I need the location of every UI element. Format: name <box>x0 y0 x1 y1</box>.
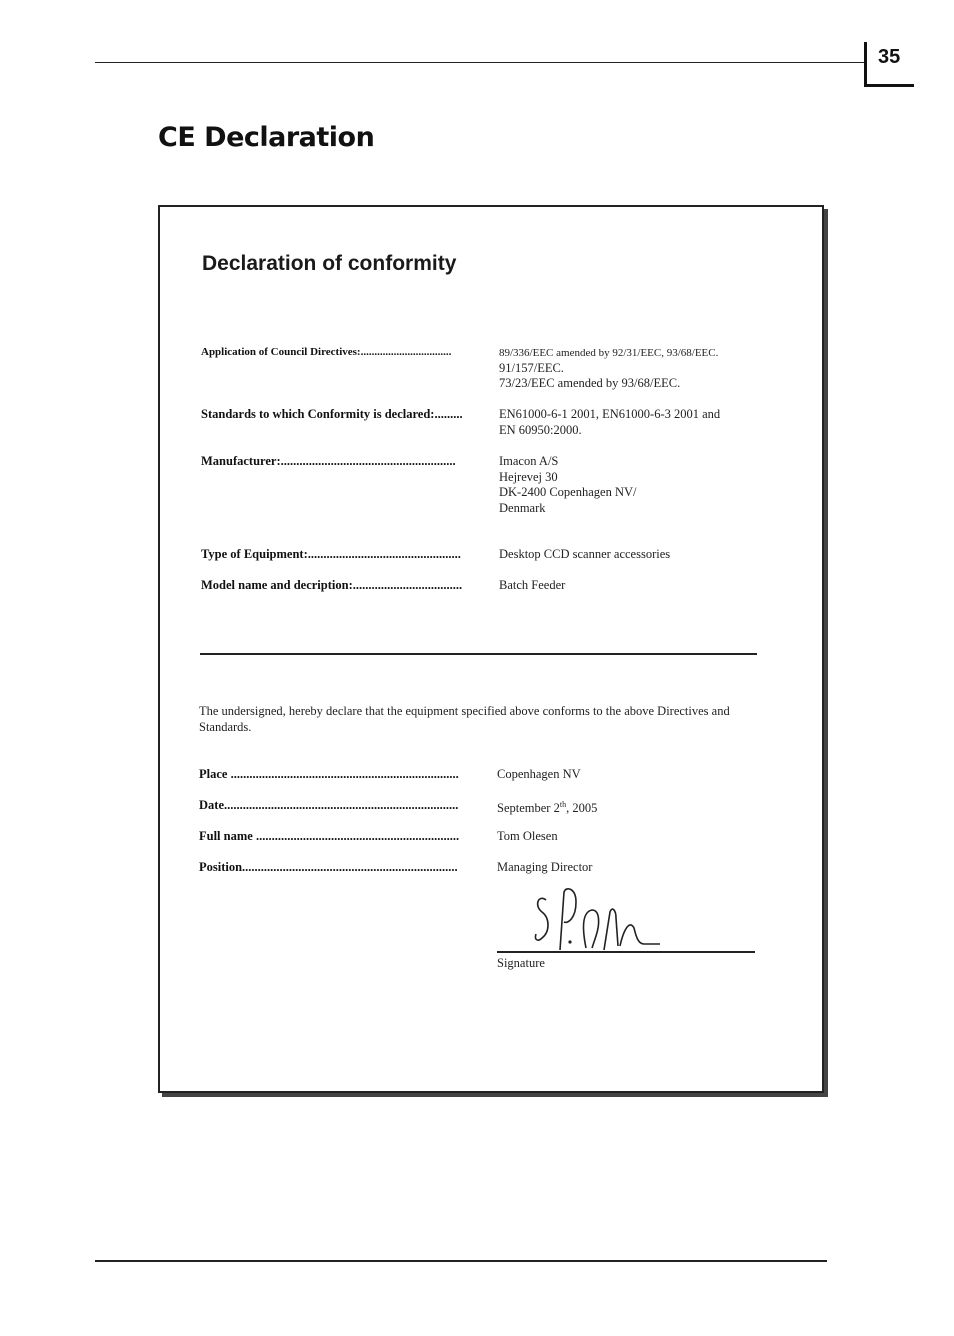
field-value-line: Batch Feeder <box>499 578 566 592</box>
field-label-full-name: Full name ................................................................. <box>199 829 460 843</box>
field-value-line: 89/336/EEC amended by 92/31/EEC, 93/68/EEC. <box>499 347 719 359</box>
field-label-model-name: Model name and decription:................................... <box>201 578 463 592</box>
field-value-line: Imacon A/S <box>499 454 559 468</box>
field-value-line: EN61000-6-1 2001, EN61000-6-3 2001 and <box>499 407 721 421</box>
field-value-line: Denmark <box>499 501 546 515</box>
field-value-position: Managing Director <box>497 860 593 874</box>
field-label-council-directives: Application of Council Directives:................................. <box>201 346 452 358</box>
footer-rule <box>95 1260 827 1262</box>
field-label-position: Position..................................................................... <box>199 860 458 874</box>
field-value-line: EN 60950:2000. <box>499 423 582 437</box>
field-label-equipment-type: Type of Equipment:................................................. <box>201 547 461 561</box>
handwritten-signature <box>520 884 670 956</box>
field-value-full-name: Tom Olesen <box>497 829 558 843</box>
field-label-date: Date........................................................................... <box>199 798 459 812</box>
field-label-standards: Standards to which Conformity is declared:......... <box>201 407 463 421</box>
section-divider <box>200 653 757 655</box>
field-value-date: September 2th, 2005 <box>497 800 598 816</box>
field-value-line: DK-2400 Copenhagen NV/ <box>499 485 637 499</box>
declaration-document <box>158 205 824 1093</box>
header-rule <box>95 62 865 63</box>
field-value-line: 73/23/EEC amended by 93/68/EEC. <box>499 376 681 390</box>
field-value-line: Desktop CCD scanner accessories <box>499 547 671 561</box>
page-number: 35 <box>878 46 901 68</box>
field-label-place: Place ......................................................................... <box>199 767 459 781</box>
field-label-manufacturer: Manufacturer:........................................................ <box>201 454 456 468</box>
field-value-line: Hejrevej 30 <box>499 470 558 484</box>
page-title: CE Declaration <box>158 122 375 153</box>
field-value-place: Copenhagen NV <box>497 767 581 781</box>
signature-line <box>497 951 755 953</box>
declaration-statement: The undersigned, hereby declare that the equipment specified above conforms to the above Directives and Standards. <box>199 704 730 734</box>
field-value-line: 91/157/EEC. <box>499 361 564 375</box>
signature-label: Signature <box>497 956 545 970</box>
document-heading: Declaration of conformity <box>202 252 457 275</box>
